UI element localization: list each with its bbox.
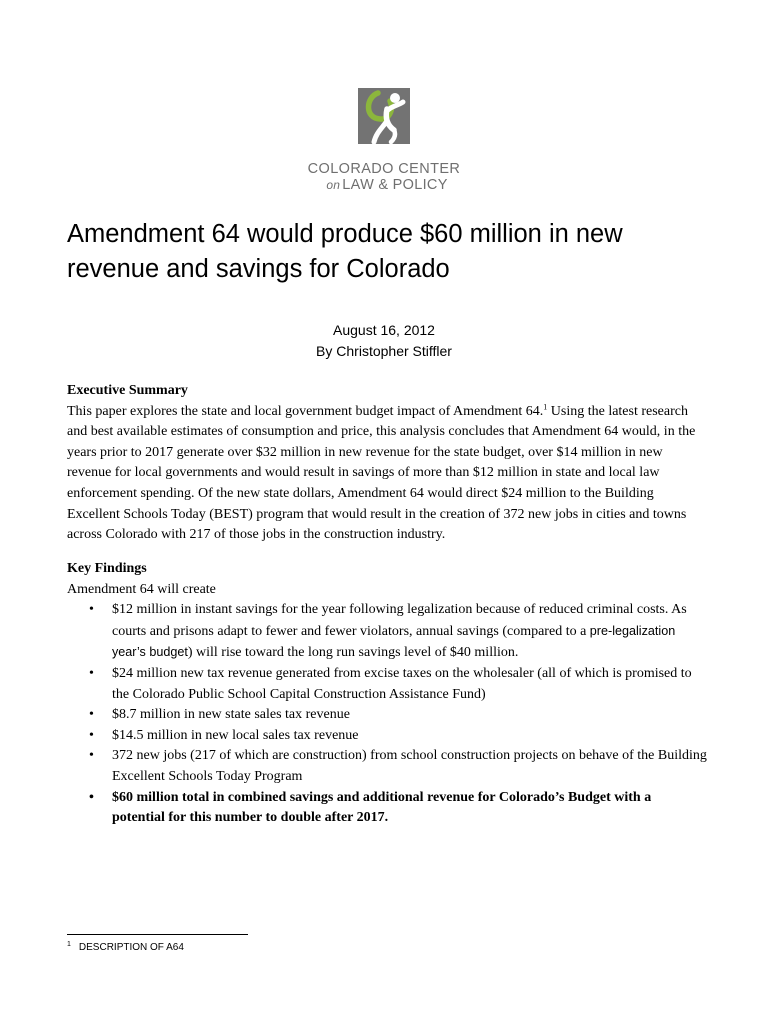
list-item: • $8.7 million in new state sales tax revenue: [67, 705, 707, 726]
key-findings-list: [67, 600, 707, 829]
person-figure-logo-icon: [358, 88, 410, 144]
list-item: [67, 600, 707, 664]
logo-subtitle-main: LAW & POLICY: [342, 177, 448, 193]
list-item: • $14.5 million in new local sales tax revenue: [67, 726, 707, 747]
footnote-number: 1: [67, 940, 71, 948]
organization-logo: [0, 88, 768, 193]
logo-organization-name: COLORADO CENTER: [307, 161, 461, 177]
key-findings-section: [67, 559, 707, 829]
document-meta: [0, 320, 768, 362]
finding-savings-text-c: ) will rise toward the long run savings level of $40 million.: [187, 645, 519, 661]
key-findings-intro: Amendment 64 will create: [67, 581, 216, 597]
author-byline: By Christopher Stiffler: [316, 343, 452, 359]
footnote-reference[interactable]: 1: [543, 401, 548, 411]
logo-subtitle-prefix: on: [326, 178, 341, 192]
list-item: • 372 new jobs (217 of which are construction) from school construction projects on behave of the Building Excellent Schools Today Program: [67, 746, 707, 787]
executive-summary-paragraph: [67, 402, 707, 546]
list-item: • $24 million new tax revenue generated from excise taxes on the wholesaler (all of which is promised to the Colorado Public School Capital Construction Assistance Fund): [67, 664, 707, 705]
finding-savings-text-a: $12 million in instant savings for the year following legalization because of reduced criminal costs. As courts and prisons adapt to fewer and fewer violators, annual savings (compared to a: [112, 602, 687, 639]
publication-date: August 16, 2012: [333, 322, 435, 338]
executive-summary-text-start: This paper explores the state and local government budget impact of Amendment 64.: [67, 403, 544, 419]
footnote-divider: [67, 934, 248, 935]
executive-summary-heading: Executive Summary: [67, 383, 188, 398]
key-findings-heading: Key Findings: [67, 561, 147, 576]
executive-summary-text-end: Using the latest research and best available estimates of consumption and price, this analysis concludes that Amendment 64 would, in the years prior to 2017 generate over $32 million in new revenue for the state budget, over $14 million in new revenue for local governments and would result in savings of more than $12 million in state and local law enforcement spending. Of the new state dollars, Amendment 64 would direct $24 million to the Building Excellent Schools Today (BEST) program that would result in the creation of 372 new jobs in cities and towns across Colorado with 217 of those jobs in the construction industry.: [67, 403, 696, 543]
document-title: Amendment 64 would produce $60 million in new revenue and savings for Colorado: [67, 220, 623, 283]
finding-savings-text-b: pre-legalization year’s budget: [112, 623, 676, 660]
footnote-text: DESCRIPTION OF A64: [78, 942, 184, 953]
list-item: • $60 million total in combined savings and additional revenue for Colorado’s Budget with a potential for this number to double after 2017.: [67, 788, 707, 829]
footnote: [67, 941, 184, 955]
executive-summary-section: [67, 381, 707, 546]
logo-organization-subtitle: [6, 177, 768, 193]
